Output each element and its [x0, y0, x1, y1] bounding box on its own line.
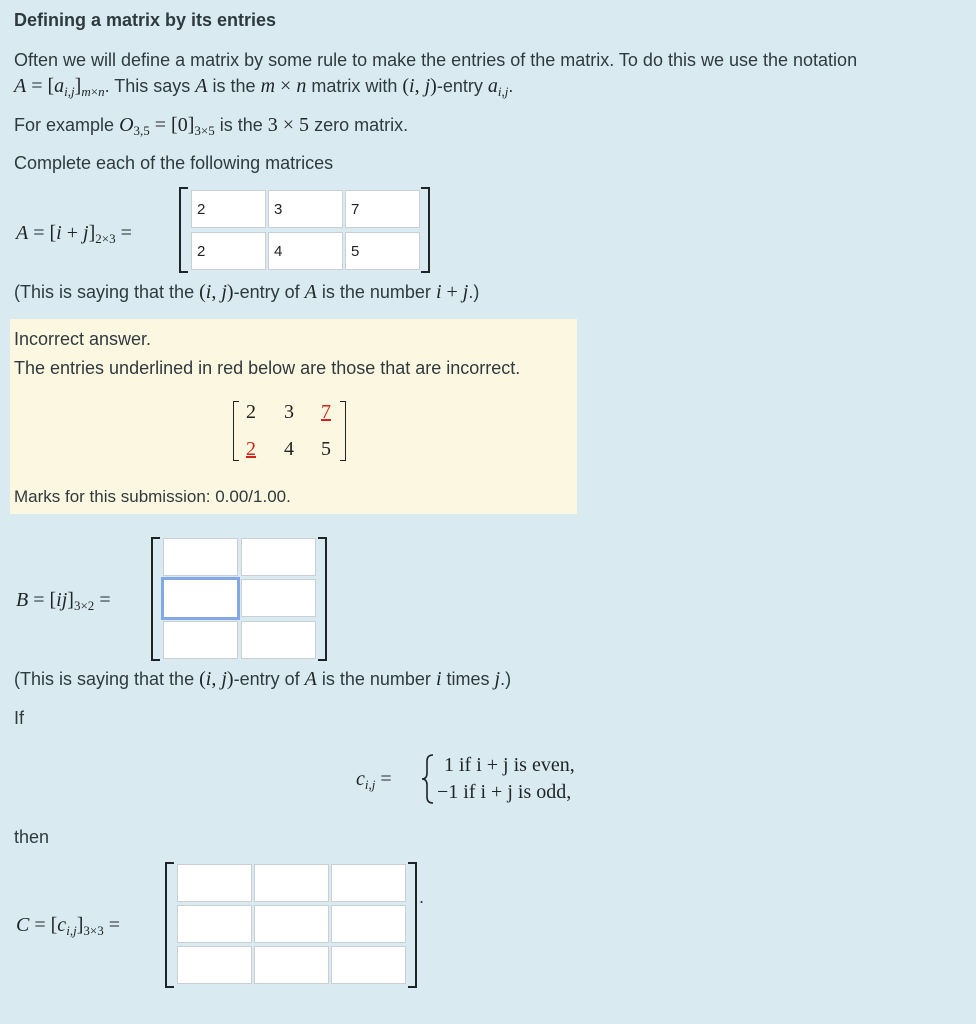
- matrix-b-input[interactable]: [241, 579, 316, 617]
- feedback-matrix-entry: 5: [321, 438, 331, 460]
- feedback-matrix-entry: 4: [284, 438, 294, 460]
- matrix-b-right-bracket: [318, 537, 327, 661]
- matrix-c-input[interactable]: [177, 864, 252, 902]
- matrix-a-input[interactable]: [191, 232, 266, 270]
- instruction-text: Complete each of the following matrices: [14, 153, 334, 173]
- notation-line: $A = [a_{i,j}]_{m\times n}$. This says A is the m × n matrix with (i, j)-entry $a_{i,j}$.: [14, 75, 514, 99]
- matrix-c-input[interactable]: [331, 864, 406, 902]
- matrix-c-input[interactable]: [254, 864, 329, 902]
- matrix-c-input[interactable]: [254, 905, 329, 943]
- matrix-a-input[interactable]: [191, 190, 266, 228]
- matrix-b-input-focused[interactable]: [161, 577, 240, 620]
- marks-text: Marks for this submission: 0.00/1.00.: [14, 487, 291, 506]
- matrix-b-input[interactable]: [163, 538, 238, 576]
- feedback-status: Incorrect answer.: [14, 329, 152, 349]
- matrix-a-label: $A = [i + j]_{2\times 3}$ =: [16, 222, 132, 246]
- then-label: then: [14, 827, 50, 847]
- matrix-b-label: $B = [ij]_{3\times 2}$ =: [16, 589, 111, 613]
- matrix-c-left-bracket: [165, 862, 174, 988]
- matrix-c-input[interactable]: [254, 946, 329, 984]
- feedback-matrix-entry-incorrect: 7: [321, 401, 331, 423]
- matrix-a-note: (This is saying that the (i, j)-entry of A is the number i + j.): [14, 281, 480, 303]
- case-odd: −1 if i + j is odd,: [437, 781, 572, 803]
- matrix-c-label: $C = [c_{i,j}]_{3\times 3}$ =: [16, 914, 120, 938]
- matrix-c-right-bracket: [408, 862, 417, 988]
- matrix-a-input[interactable]: [345, 232, 420, 270]
- matrix-b-note: (This is saying that the (i, j)-entry of A is the number i times j.): [14, 668, 512, 690]
- matrix-a-left-bracket: [179, 187, 188, 273]
- c-definition-label: $c_{i,j}$ =: [356, 768, 392, 792]
- feedback-matrix-right-bracket: [340, 401, 346, 461]
- feedback-matrix-entry: 2: [246, 401, 256, 423]
- matrix-b-input[interactable]: [163, 621, 238, 659]
- if-label: If: [14, 708, 25, 728]
- matrix-a-input[interactable]: [268, 190, 343, 228]
- feedback-matrix-entry: 3: [284, 401, 294, 423]
- case-even: 1 if i + j is even,: [444, 754, 575, 776]
- feedback-message: The entries underlined in red below are those that are incorrect.: [14, 358, 521, 378]
- brace-icon: [420, 753, 436, 805]
- period: .: [419, 887, 425, 907]
- matrix-b-input[interactable]: [241, 538, 316, 576]
- matrix-b-input[interactable]: [241, 621, 316, 659]
- feedback-box: [10, 319, 577, 514]
- example-line: For example $O_{3,5} = [0]_{3\times 5}$ is the 3 × 5 zero matrix.: [14, 114, 409, 138]
- matrix-b-left-bracket: [151, 537, 160, 661]
- matrix-a-right-bracket: [421, 187, 430, 273]
- matrix-a-input[interactable]: [268, 232, 343, 270]
- feedback-matrix-entry-incorrect: 2: [246, 438, 256, 460]
- feedback-matrix-left-bracket: [233, 401, 239, 461]
- matrix-c-input[interactable]: [177, 946, 252, 984]
- matrix-c-input[interactable]: [331, 946, 406, 984]
- matrix-c-input[interactable]: [331, 905, 406, 943]
- matrix-c-input[interactable]: [177, 905, 252, 943]
- notation-formula: $A = [a_{i,j}]_{m\times n}$: [14, 75, 105, 99]
- matrix-a-input[interactable]: [345, 190, 420, 228]
- intro-text: Often we will define a matrix by some rule to make the entries of the matrix. To do this we use the notation: [14, 50, 858, 70]
- page-title: Defining a matrix by its entries: [14, 10, 277, 30]
